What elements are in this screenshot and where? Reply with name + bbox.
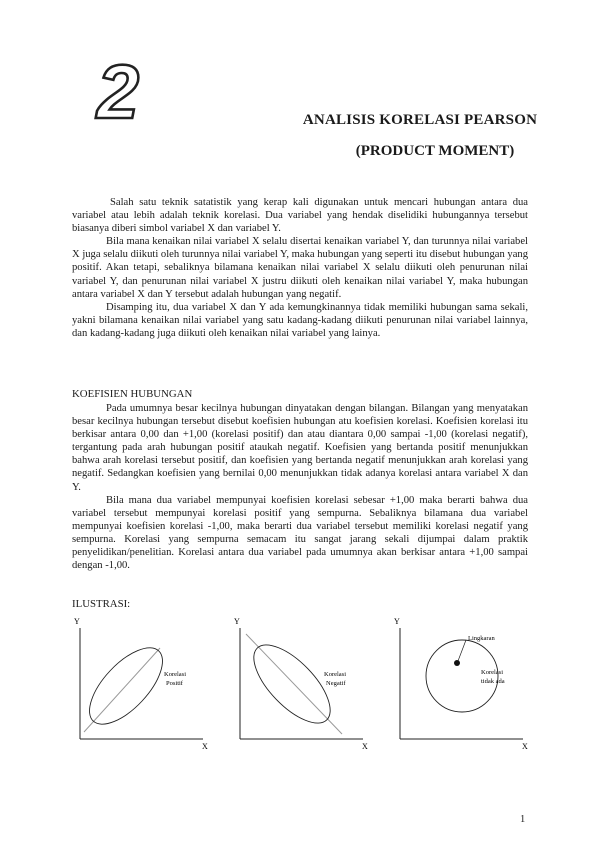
- chapter-title: [240, 112, 570, 160]
- koefisien-heading: KOEFISIEN HUBUNGAN: [72, 388, 193, 400]
- callout-label: Lingkaran: [468, 635, 495, 642]
- callout-line: [458, 640, 466, 661]
- x-axis-label: X: [362, 742, 368, 751]
- x-axis-label: X: [522, 742, 528, 751]
- figure-label-line1: Korelasi: [324, 671, 347, 678]
- figure-label-line2: Negatif: [326, 680, 346, 687]
- intro-paragraph: Salah satu teknik satatistik yang kerap kali digunakan untuk mencari hubungan antara dua variabel atau lebih adalah teknik korelasi. Dua variabel yang hendak diselidiki hubungannya tersebut biasanya diberi simbol variabel X dan variabel Y.: [72, 197, 528, 235]
- figure-negative-correlation: [230, 614, 370, 754]
- chapter-number-text: 2: [96, 62, 140, 124]
- figure-label-line1: Korelasi: [481, 669, 504, 676]
- figure-label-line1: Korelasi: [164, 671, 187, 678]
- title-line-2: (PRODUCT MOMENT): [355, 143, 515, 159]
- intro-paragraph: Disamping itu, dua variabel X dan Y ada kemungkinannya tidak memiliki hubungan sama sekali, yakni bilamana kenaikan nilai variabel yang satu kadang-kadang diikuti penurunan nilai variabel lainnya, dan kadang-kadang juga diikuti oleh kenaikan nilai variabel yang lainya.: [72, 301, 528, 339]
- figure-label-line2: tidak ada: [481, 678, 505, 685]
- page-number: 1: [520, 814, 526, 825]
- intro-section: [72, 196, 528, 340]
- y-axis-label: Y: [234, 617, 240, 626]
- trend-line: [84, 648, 160, 732]
- x-axis-label: X: [202, 742, 208, 751]
- y-axis-label: Y: [394, 617, 400, 626]
- koefisien-section: [72, 402, 528, 572]
- ilustrasi-heading: ILUSTRASI:: [72, 598, 131, 610]
- circle-marker-dot: [454, 660, 460, 666]
- figure-no-correlation: [390, 614, 530, 754]
- y-axis-label: Y: [74, 617, 80, 626]
- figure-label-line2: Positif: [166, 680, 183, 687]
- koefisien-paragraph: Bila mana dua variabel mempunyai koefisien korelasi sebesar +1,00 maka berarti bahwa dua variabel tersebut mempunyai korelasi positif yang sempurna. Sebaliknya bilamana dua variabel mempunyai koefisien korelasi -1,00, maka berarti dua variabel tersebut memiliki korelasi negatif yang sempurna. Korelasi yang sempurna semacam itu sangat jarang sekali dijumpai dalam praktik penyelidikan/penelitian. Korelasi antara dua variabel pada umumnya akan berkisar antara +1,00 sampai dengan -1,00.: [72, 494, 528, 572]
- intro-paragraph: Bila mana kenaikan nilai variabel X selalu disertai kenaikan variabel Y, dan turunnya nilai variabel X juga selalu diikuti oleh turunnya nilai variabel Y, maka hubungan yang seperti itu disebut hubungan yang positif. Akan tetapi, sebaliknya bilamana kenaikan nilai variabel X selalu diikuti oleh penurunan nilai variabel Y, dan penurunan nilai variabel X justru diikuti oleh kenaikan nilai variabel Y, maka hubungan antara variabel X dan Y tersebut adalah hubungan yang negatif.: [72, 236, 528, 300]
- title-line-1: ANALISIS KORELASI PEARSON: [302, 112, 538, 128]
- chapter-number: [78, 62, 158, 124]
- koefisien-paragraph: Pada umumnya besar kecilnya hubungan dinyatakan dengan bilangan. Bilangan yang menyatakan besar kecilnya hubungan tersebut disebut koefisien hubungan atu koefisien korelasi. Koefisien korelasi itu berkisar antara 0,00 dan +1,00 (korelasi positif) dan atau diantara 0,00 sampai -1,00 (korelasi negatif), tergantung pada arah hubungan positif ataukah negatif. Koefisien yang bertanda positif menunjukkan bahwa arah korelasi tersebut positif, dan koefisien yang bertanda negatif menunjukkan arah korelasi yang negatif. Sedangkan koefisien yang bernilai 0,00 menunjukkan tidak adanya korelasi antara variabel X dan Y.: [72, 403, 528, 493]
- figure-positive-correlation: [70, 614, 210, 754]
